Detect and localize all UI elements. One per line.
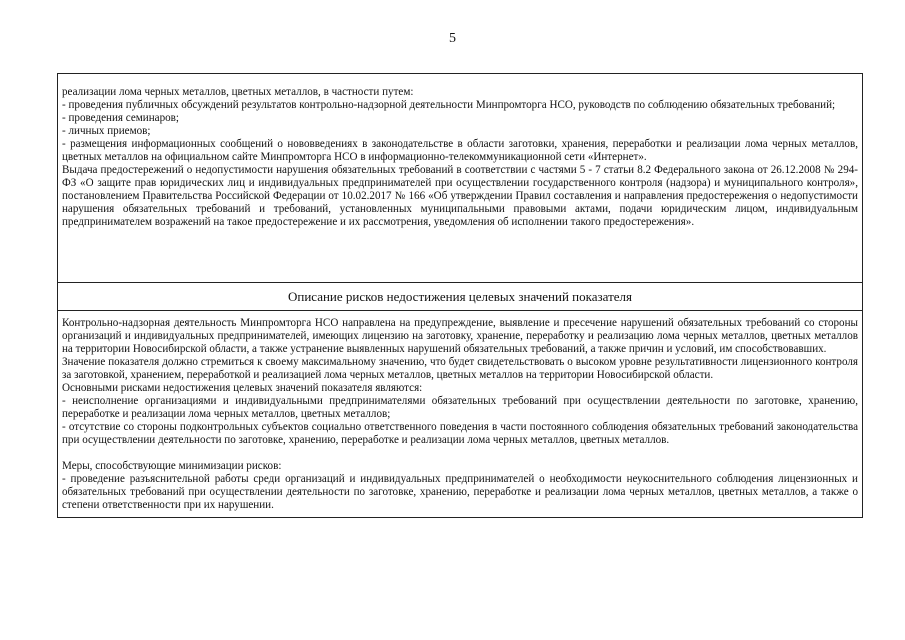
paragraph: Выдача предостережений о недопустимости нарушения обязательных требований в соответствии с частями 5 - 7 статьи 8.2 Федерального закона от 26.12.2008 № 294-ФЗ «О защите прав юридических лиц и индивидуальных предпринимателей при осуществлении государственного контроля (надзора) и муниципального контроля», постановлением Правительства Российской Федерации от 10.02.2017 № 166 «Об утверждении Правил составления и направления предостережения о недопустимости нарушения обязательных требований и требований, установленных муниципальными правовыми актами, подачи юридическим лицом, индивидуальным предпринимателем возражений на такое предостережение и их рассмотрения, уведомления об исполнении такого предостережения». xyxy=(62,164,858,228)
document-table xyxy=(57,73,863,518)
measures-title: Меры, способствующие минимизации рисков: xyxy=(62,460,282,472)
list-item: - неисполнение организациями и индивидуальными предпринимателями обязательных требований при осуществлении деятельности по заготовке, хранению, переработке и реализации лома черных металлов, цветных металлов; xyxy=(62,395,858,420)
list-item: - размещения информационных сообщений о нововведениях в законодательстве в области заготовки, хранения, переработки и реализации лома черных металлов, цветных металлов на официальном сайте Минпромторга НСО в информационно-телекоммуникационной сети «Интернет». xyxy=(62,138,858,163)
blank-line xyxy=(62,447,858,460)
list-item: - проведение разъяснительной работы среди организаций и индивидуальных предпринимателей о необходимости неукоснительного соблюдения лицензионных и обязательных требований при осуществлении деятельности по заготовке, хранению, переработке и реализации лома черных металлов, цветных металлов, а также о степени ответственности при их нарушении. xyxy=(62,473,858,511)
paragraph: Значение показателя должно стремиться к своему максимальному значению, что будет свидетельствовать о высоком уровне результативности лицензионного контроля за заготовкой, хранением, переработкой и реализацией лома черных металлов, цветных металлов на территории Новосибирской области. xyxy=(62,356,858,381)
list-item: - проведения семинаров; xyxy=(62,112,179,124)
page-number: 5 xyxy=(449,31,456,46)
paragraph: Контрольно-надзорная деятельность Минпромторга НСО направлена на предупреждение, выявление и пресечение нарушений обязательных требований со стороны организаций и индивидуальных предпринимателей, имеющих лицензию на заготовку, хранение, переработку и реализацию лома черных металлов, цветных металлов на территории Новосибирской области, а также устранение выявленных нарушений обязательных требований, а также причин и условий, им способствовавших. xyxy=(62,317,858,355)
risks-description-cell xyxy=(58,311,862,517)
section-heading: Описание рисков недостижения целевых значений показателя xyxy=(58,282,862,311)
list-item: - отсутствие со стороны подконтрольных субъектов социально ответственного поведения в части постоянного соблюдения обязательных требований законодательства при осуществлении деятельности по заготовке, хранению, переработке и реализации лома черных металлов, цветных металлов. xyxy=(62,421,858,446)
list-item: - личных приемов; xyxy=(62,125,151,137)
paragraph: реализации лома черных металлов, цветных металлов, в частности путем: xyxy=(62,86,414,98)
prevention-measures-cell xyxy=(58,74,862,282)
paragraph: Основными рисками недостижения целевых значений показателя являются: xyxy=(62,382,423,394)
list-item: - проведения публичных обсуждений результатов контрольно-надзорной деятельности Минпромторга НСО, руководств по соблюдению обязательных требований; xyxy=(62,99,836,111)
